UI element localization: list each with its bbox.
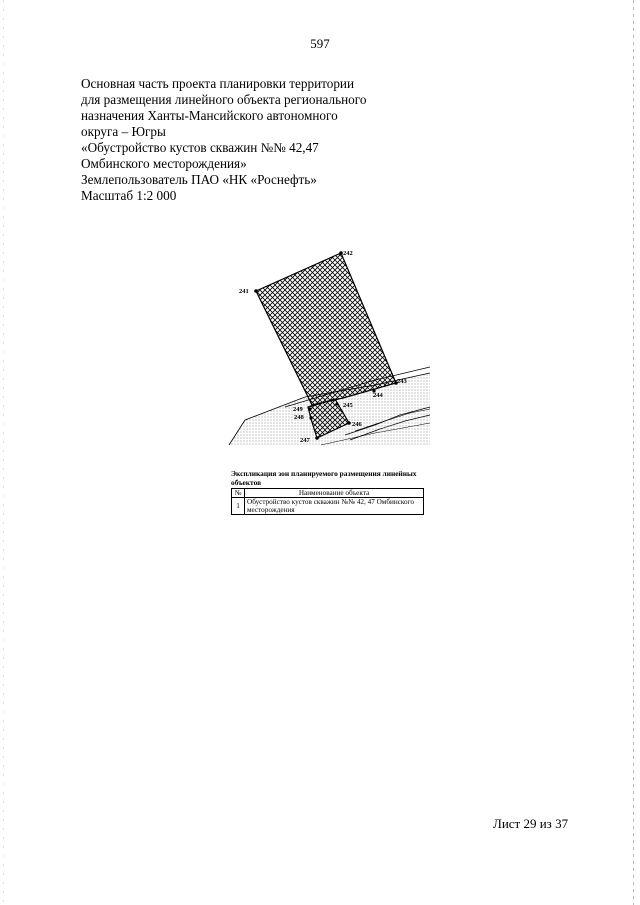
legend-header-row	[232, 489, 424, 498]
point-label: 244	[373, 392, 383, 399]
point-label: 246	[352, 421, 362, 428]
planned-zone-main	[256, 253, 396, 405]
vertex-marker	[308, 407, 311, 410]
vertex-marker	[309, 416, 312, 419]
header-line: Омбинского месторождения»	[81, 156, 247, 171]
header-line: Основная часть проекта планировки территории	[81, 76, 355, 91]
point-label: 249	[293, 406, 303, 413]
legend-row-name: Обустройство кустов скважин №№ 42, 47 Омбинского месторождения	[245, 498, 424, 515]
vertex-marker	[335, 402, 338, 405]
legend-header-num: №	[232, 489, 245, 498]
planning-map	[225, 245, 440, 460]
table-row	[232, 498, 424, 515]
legend-caption: Экспликация зон планируемого размещения линейных объектов	[231, 469, 417, 487]
page-number: 597	[310, 36, 330, 51]
header-line: округа – Югры	[81, 124, 166, 139]
header-line: «Обустройство кустов скважин №№ 42,47	[81, 140, 319, 155]
point-label: 243	[397, 378, 407, 385]
scan-artifact-line	[633, 0, 634, 905]
point-label: 247	[300, 437, 310, 444]
vertex-marker	[315, 436, 319, 440]
header-line: для размещения линейного объекта регионального	[81, 92, 367, 107]
sheet-number: Лист 29 из 37	[493, 816, 569, 831]
legend-header-name: Наименование объекта	[245, 489, 424, 498]
scan-artifact-line	[3, 0, 4, 905]
point-label: 241	[239, 288, 249, 295]
legend-row-num: 1	[232, 498, 245, 515]
scale-line: Масштаб 1:2 000	[81, 188, 177, 203]
point-label: 242	[343, 250, 353, 257]
header-line: назначения Ханты-Мансийского автономного	[81, 108, 338, 123]
vertex-marker	[347, 421, 351, 425]
legend-table	[231, 488, 424, 515]
header-line: Землепользователь ПАО «НК «Роснефть»	[81, 172, 317, 187]
point-label: 245	[343, 402, 353, 409]
document-header	[81, 76, 366, 204]
vertex-marker	[254, 289, 258, 293]
point-label: 248	[294, 414, 304, 421]
